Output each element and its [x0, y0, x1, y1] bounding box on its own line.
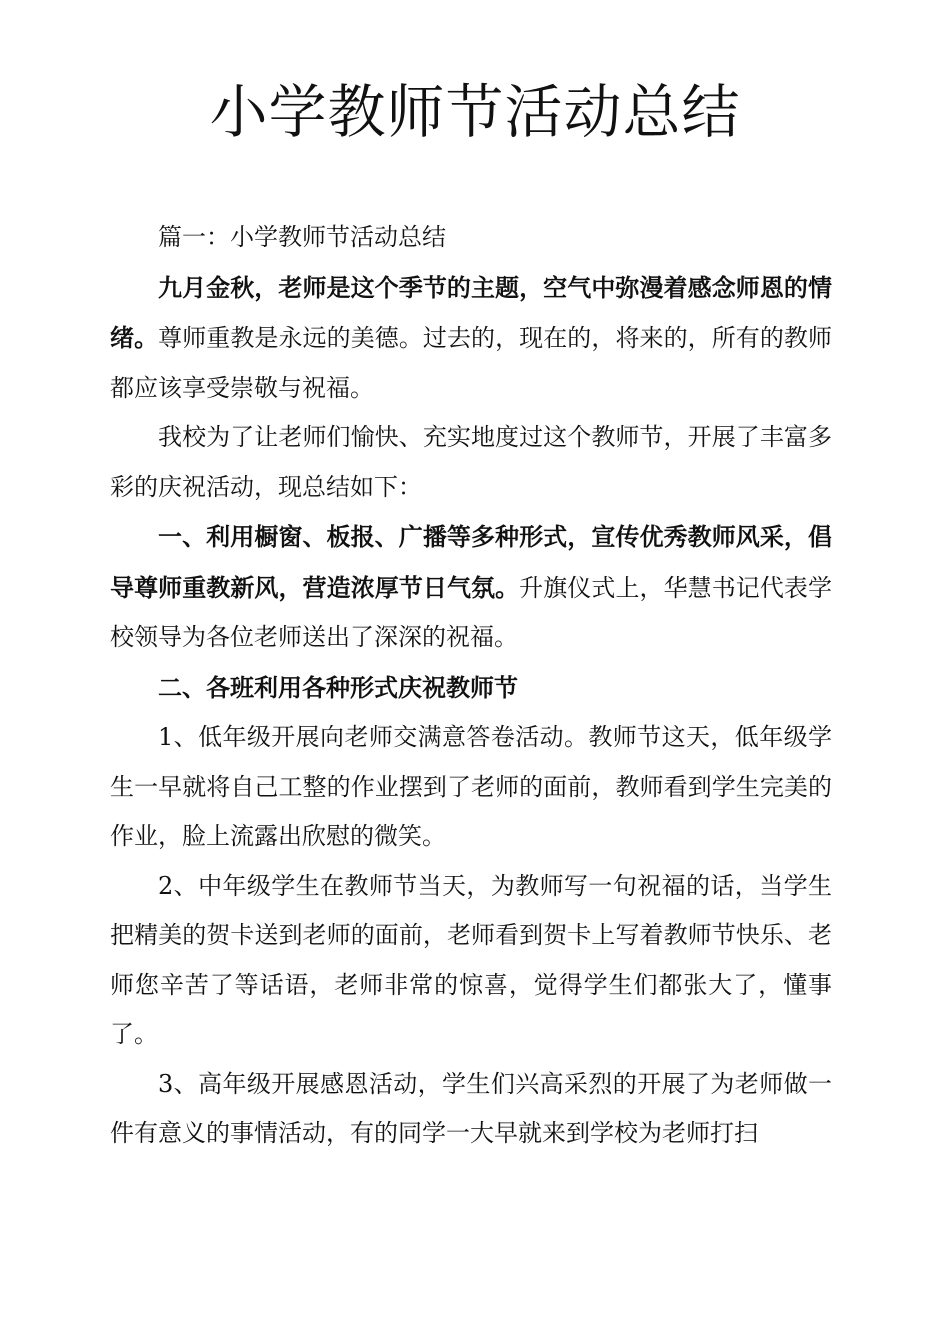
- paragraph-text: 2、中年级学生在教师节当天，为教师写一句祝福的话，当学生把精美的贺卡送到老师的面前，老师看到贺卡上写着教师节快乐、老师您辛苦了等话语，老师非常的惊喜，觉得学生们都张大了，懂事了。: [110, 871, 832, 1048]
- section-two-heading: [110, 663, 832, 714]
- paragraph-text: 我校为了让老师们愉快、充实地度过这个教师节，开展了丰富多彩的庆祝活动，现总结如下：: [110, 423, 832, 501]
- bold-lead: 九月金秋，老师是这个季节的主题，空气中弥漫着感念师恩的情绪。: [110, 272, 832, 352]
- paragraph-text: 尊师重教是永远的美德。过去的，现在的，将来的，所有的教师都应该享受崇敬与祝福。: [110, 324, 833, 402]
- paragraph-text: 升旗仪式上，华慧书记代表学校领导为各位老师送出了深深的祝福。: [110, 573, 832, 651]
- item-two-paragraph: [110, 862, 832, 1060]
- item-three-paragraph: [110, 1060, 832, 1159]
- paragraph-text: 1、低年级开展向老师交满意答卷活动。教师节这天，低年级学生一早就将自己工整的作业摆到了老师的面前，教师看到学生完美的作业，脸上流露出欣慰的微笑。: [110, 723, 832, 850]
- document-body: [110, 213, 832, 1159]
- document-title: 小学教师节活动总结: [209, 78, 741, 146]
- paragraph-text: 篇一：小学教师节活动总结: [158, 223, 446, 251]
- section-subtitle: [110, 213, 832, 263]
- bold-lead: 一、利用橱窗、板报、广播等多种形式，宣传优秀教师风采，倡导尊师重教新风，营造浓厚节日气氛。: [110, 522, 832, 602]
- item-one-paragraph: [110, 713, 832, 862]
- bold-heading: 二、各班利用各种形式庆祝教师节: [158, 672, 518, 702]
- section-one-paragraph: [110, 512, 832, 663]
- overview-paragraph: [110, 413, 832, 512]
- intro-paragraph: [110, 263, 832, 414]
- paragraph-text: 3、高年级开展感恩活动，学生们兴高采烈的开展了为老师做一件有意义的事情活动，有的同学一大早就来到学校为老师打扫: [110, 1069, 832, 1147]
